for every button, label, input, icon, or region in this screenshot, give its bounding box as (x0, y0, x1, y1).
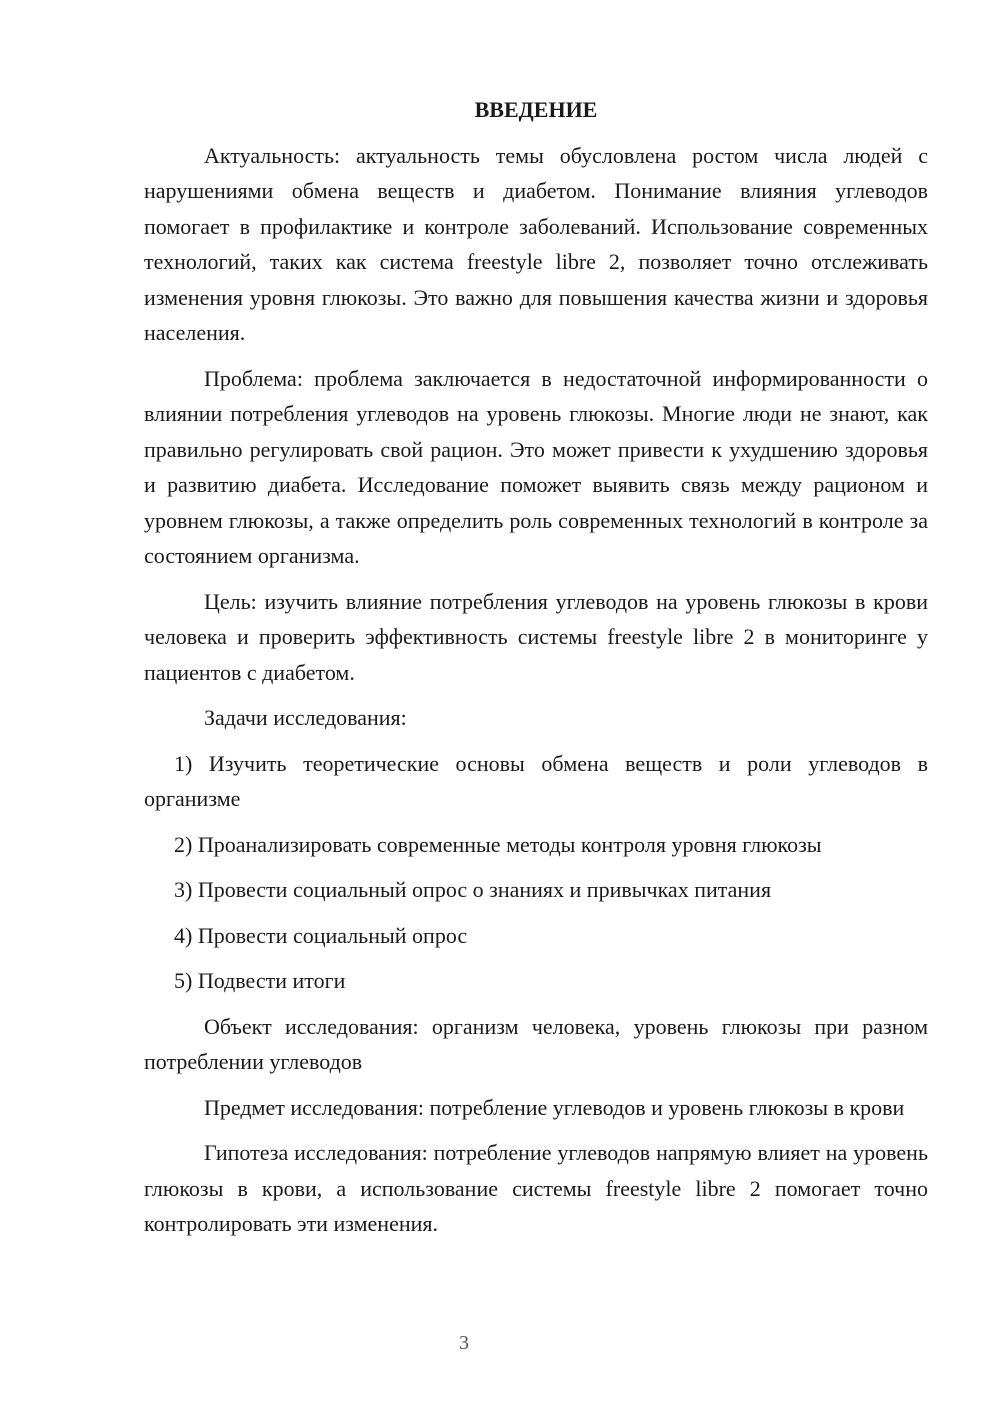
problem-paragraph: Проблема: проблема заключается в недостаточной информированности о влиянии потребления углеводов на уровень глюкозы. Многие люди не знают, как правильно регулировать свой рацион. Это может привести к ухудшению здоровья и развитию диабета. Исследование поможет выявить связь между рационом и уровнем глюкозы, а также определить роль современных технологий в контроле за состоянием организма. (144, 365, 928, 568)
subject-paragraph: Предмет исследования: потребление углеводов и уровень глюкозы в крови (204, 1094, 905, 1120)
task-item-4: 4) Провести социальный опрос (174, 922, 468, 948)
document-page (144, 92, 928, 1252)
relevance-paragraph: Актуальность: актуальность темы обусловлена ростом числа людей с нарушениями обмена веществ и диабетом. Понимание влияния углеводов помогает в профилактике и контроле заболеваний. Использование современных технологий, таких как система freestyle libre 2, позволяет точно отслеживать изменения уровня глюкозы. Это важно для повышения качества жизни и здоровья населения. (144, 142, 928, 345)
goal-paragraph: Цель: изучить влияние потребления углеводов на уровень глюкозы в крови человека и проверить эффективность системы freestyle libre 2 в мониторинге у пациентов с диабетом. (144, 588, 928, 685)
object-paragraph: Объект исследования: организм человека, уровень глюкозы при разном потреблении углеводов (144, 1013, 928, 1074)
task-item-2: 2) Проанализировать современные методы контроля уровня глюкозы (174, 831, 822, 857)
page-number: 3 (459, 1332, 469, 1354)
task-item-1: 1) Изучить теоретические основы обмена веществ и роли углеводов в организме (144, 750, 928, 811)
page-title: ВВЕДЕНИЕ (474, 97, 598, 122)
tasks-heading: Задачи исследования: (204, 705, 407, 730)
task-item-3: 3) Провести социальный опрос о знаниях и привычках питания (174, 877, 772, 902)
hypothesis-paragraph: Гипотеза исследования: потребление углеводов напрямую влияет на уровень глюкозы в крови, а использование системы freestyle libre 2 помогает точно контролировать эти изменения. (144, 1140, 928, 1236)
task-item-5: 5) Подвести итоги (174, 968, 346, 993)
